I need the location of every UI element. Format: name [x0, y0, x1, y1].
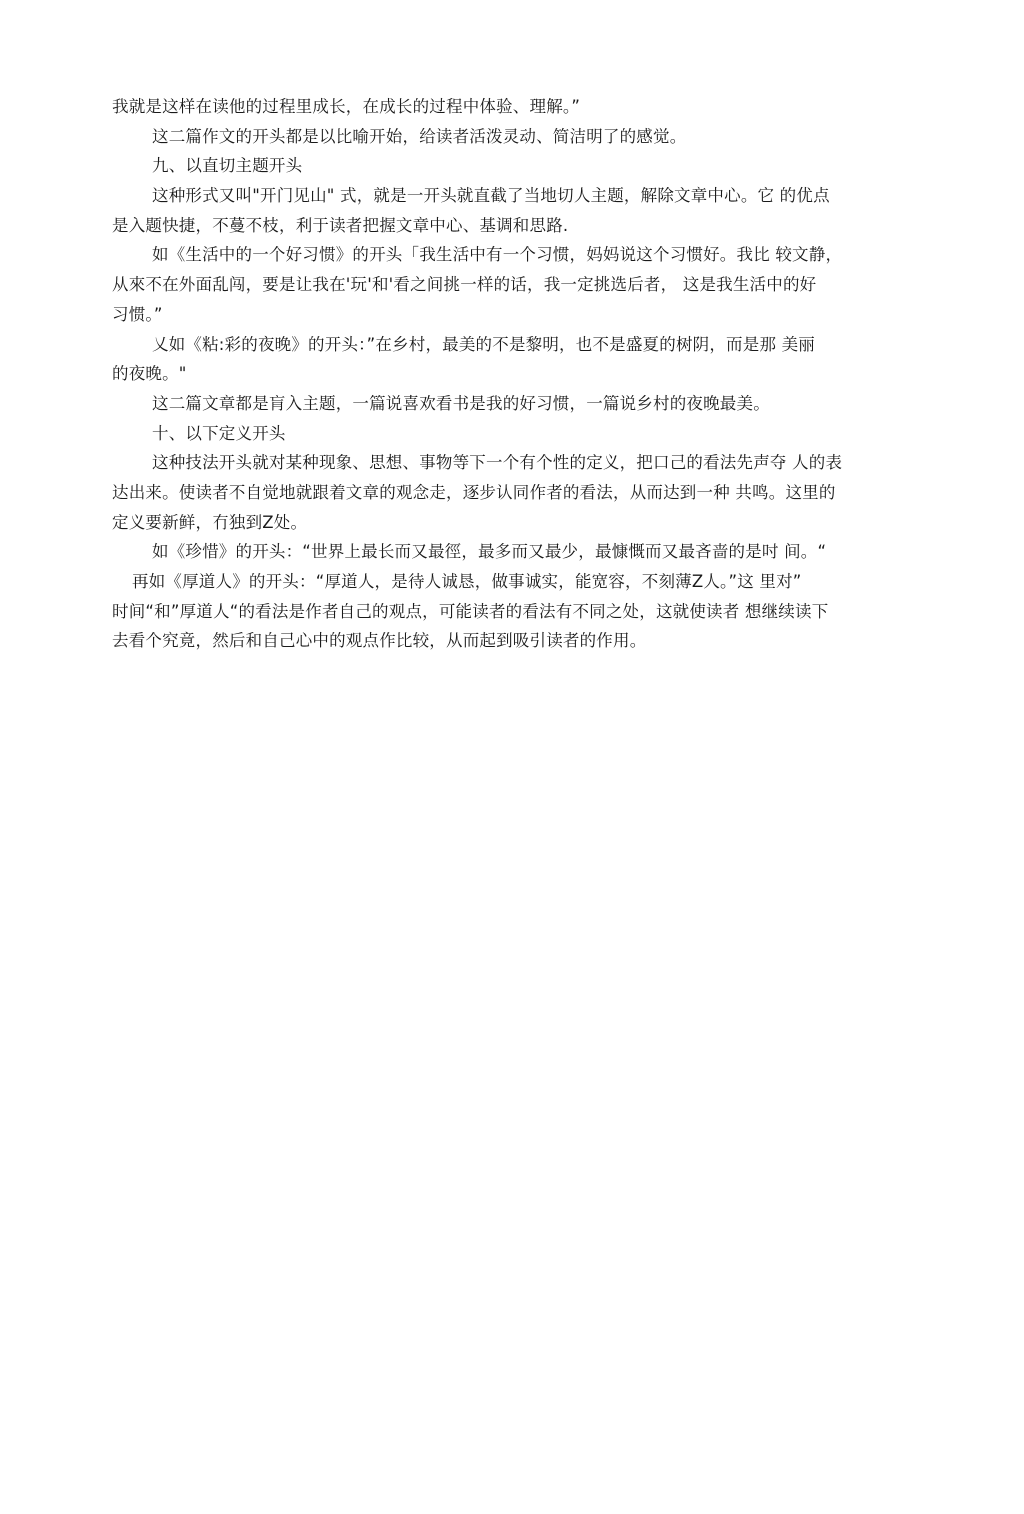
paragraph-line: 如《生活中的一个好习惯》的开头「我生活中有一个习惯，妈妈说这个习惯好。我比 较文静，	[152, 245, 843, 265]
paragraph-line: 时间“和”厚道人“的看法是作者自己的观点，可能读者的看法有不同之处，这就使读者 想继续读下	[112, 601, 829, 621]
paragraph-line: 这二篇文章都是肓入主题，一篇说喜欢看书是我的好习惯，一篇说乡村的夜晚最美。	[152, 393, 770, 413]
paragraph-line: 习惯。”	[112, 304, 163, 324]
paragraph-line: 是入题快捷，不蔓不枝，利于读者把握文章中心、基调和思路.	[112, 215, 569, 235]
paragraph-line: 这种形式又叫"开门见山" 式，就是一开头就直截了当地切人主题，解除文章中心。它 的优点	[152, 186, 830, 206]
paragraph-line: 的夜晚。"	[112, 364, 187, 384]
paragraph-line: 再如《厚道人》的开头：“厚道人，是待人诚恳，做事诚实，能宽容，不刻薄Z人。”这 里对”	[132, 572, 802, 591]
paragraph-line: 这二篇作文的开头都是以比喻开始，给读者活泼灵动、简洁明了的感觉。	[152, 126, 687, 146]
paragraph-line: 乂如《粘:彩的夜晚》的开头：”在乡村，最美的不是黎明，也不是盛夏的树阴，而是那 美丽	[152, 334, 816, 354]
paragraph-line: 如《珍惜》的开头：“世界上最长而又最徑，最多而又最少，最慷慨而又最吝啬的是吋 间。“	[152, 542, 827, 562]
paragraph-line: 去看个究竟，然后和自己心中的观点作比较，从而起到吸引读者的作用。	[112, 631, 647, 651]
paragraph-line: 达出来。使读者不自觉地就跟着文章的观念走，逐步认同作者的看法，从而达到一种 共鸣。这里的	[112, 482, 836, 502]
document-body	[112, 92, 912, 656]
paragraph-line: 我就是这样在读他的过程里成长，在成长的过程中体验、理解。”	[112, 97, 581, 116]
paragraph-line: 这种技法开头就对某种现象、思想、事物等下一个有个性的定义，把口己的看法先声夺 人的表	[152, 453, 843, 473]
section-heading: 十、以下定义开头	[152, 423, 286, 443]
paragraph-line: 定义要新鲜，冇独到Z处。	[112, 512, 308, 532]
section-heading: 九、以直切主题开头	[152, 156, 303, 176]
paragraph-line: 从來不在外面乱闯，要是让我在'玩'和'看之间挑一样的话，我一定挑选后者， 这是我生活中的好	[112, 275, 817, 295]
